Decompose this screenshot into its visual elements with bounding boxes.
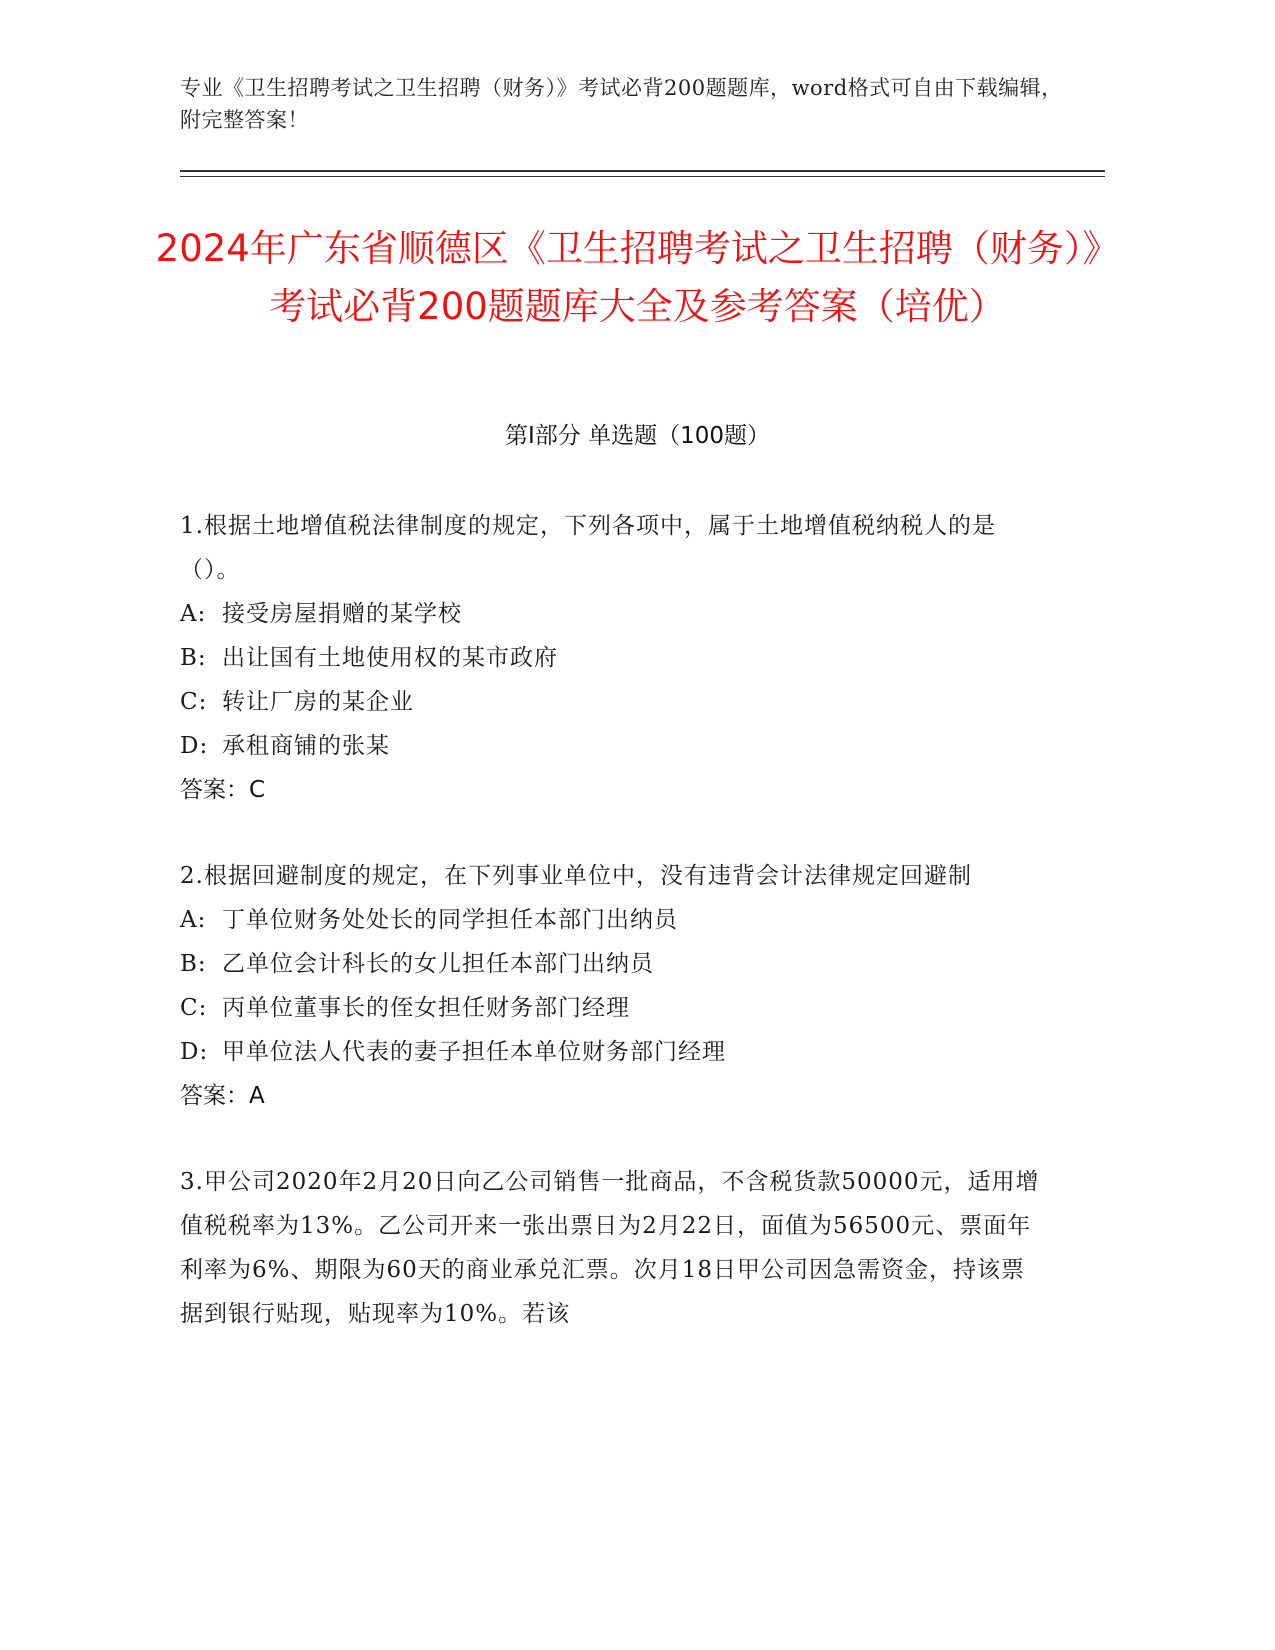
question-1 (180, 504, 1040, 812)
option-key: B: (180, 951, 207, 977)
option-key: D: (180, 1039, 209, 1065)
option-b (180, 942, 1040, 986)
document-title: 2024年广东省顺德区《卫生招聘考试之卫生招聘（财务）》考试必背200题题库大全及参考答案（培优） (155, 227, 1120, 328)
option-key: D: (180, 733, 209, 759)
option-text: 转让厂房的某企业 (222, 689, 414, 715)
header-note: 专业《卫生招聘考试之卫生招聘（财务）》考试必背200题题库，word格式可自由下载编辑，附完整答案！ (180, 76, 1063, 132)
question-text: 3.甲公司2020年2月20日向乙公司销售一批商品，不含税货款50000元，适用增值税税率为13%。乙公司开来一张出票日为2月22日，面值为56500元、票面年利率为6%、期限为60天的商业承兑汇票。次月18日甲公司因急需资金，持该票据到银行贴现，贴现率为10%。若该 (180, 1169, 1040, 1327)
option-a (180, 898, 1040, 942)
option-key: C: (180, 689, 208, 715)
option-key: A: (180, 907, 207, 933)
option-c (180, 680, 1040, 724)
answer: 答案：A (180, 1083, 265, 1109)
option-b (180, 636, 1040, 680)
option-a (180, 592, 1040, 636)
option-text: 丁单位财务处处长的同学担任本部门出纳员 (222, 907, 678, 933)
option-key: B: (180, 645, 207, 671)
question-list (180, 504, 1040, 1378)
option-text: 甲单位法人代表的妻子担任本单位财务部门经理 (222, 1039, 726, 1065)
section-heading: 第I部分 单选题（100题） (505, 423, 770, 449)
option-text: 承租商铺的张某 (222, 733, 390, 759)
option-c (180, 986, 1040, 1030)
option-text: 接受房屋捐赠的某学校 (222, 601, 462, 627)
option-text: 乙单位会计科长的女儿担任本部门出纳员 (222, 951, 654, 977)
option-d (180, 1030, 1040, 1074)
question-3 (180, 1160, 1040, 1336)
question-2 (180, 854, 1040, 1118)
option-d (180, 724, 1040, 768)
option-text: 丙单位董事长的侄女担任财务部门经理 (222, 995, 630, 1021)
question-text: 1.根据土地增值税法律制度的规定，下列各项中，属于土地增值税纳税人的是（）。 (180, 513, 996, 583)
question-text: 2.根据回避制度的规定，在下列事业单位中，没有违背会计法律规定回避制 (180, 863, 972, 889)
header-divider (180, 170, 1105, 172)
header-divider-thin (180, 176, 1105, 177)
option-text: 出让国有土地使用权的某市政府 (222, 645, 558, 671)
answer: 答案：C (180, 777, 266, 803)
option-key: C: (180, 995, 208, 1021)
option-key: A: (180, 601, 207, 627)
